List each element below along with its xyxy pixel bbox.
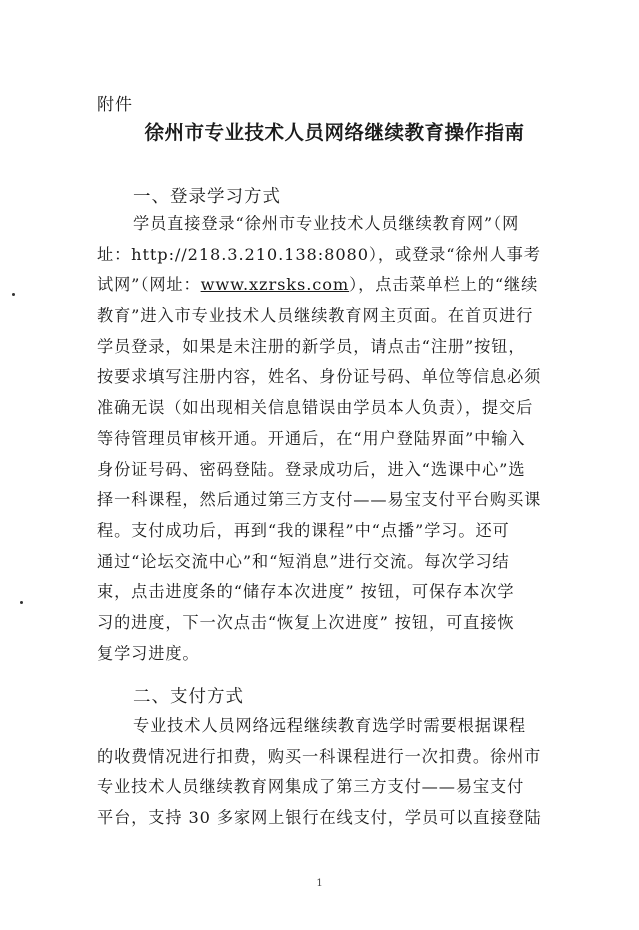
text-segment: ），点击菜单栏上的“继续 bbox=[349, 275, 539, 295]
section-body-payment bbox=[97, 711, 577, 834]
paragraph-line: 等待管理员审核开通。开通后，在“用户登陆界面”中输入 bbox=[97, 428, 526, 448]
paragraph-line: 习的进度，下一次点击“恢复上次进度” 按钮，可直接恢 bbox=[97, 612, 515, 632]
paragraph-line: 通过“论坛交流中心”和“短消息”进行交流。每次学习结 bbox=[97, 551, 510, 571]
section-heading-payment: 二、支付方式 bbox=[133, 687, 244, 707]
attachment-label: 附件 bbox=[97, 95, 133, 115]
section-heading-login: 一、登录学习方式 bbox=[133, 187, 281, 207]
paragraph-line bbox=[97, 270, 577, 301]
paragraph-line: 程。支付成功后，再到“我的课程”中“点播”学习。还可 bbox=[97, 520, 510, 540]
section-body-login bbox=[97, 209, 577, 669]
paragraph-line: 专业技术人员网络远程继续教育选学时需要根据课程 bbox=[133, 716, 527, 735]
text-segment: 试网”（网址： bbox=[97, 275, 201, 295]
paragraph-line: 按要求填写注册内容，姓名、身份证号码、单位等信息必须 bbox=[97, 367, 542, 387]
paragraph-line: 准确无误（如出现相关信息错误由学员本人负责），提交后 bbox=[97, 398, 534, 418]
paragraph-line: 择一科课程，然后通过第三方支付——易宝支付平台购买课 bbox=[97, 490, 542, 510]
paragraph-line: 的收费情况进行扣费，购买一科课程进行一次扣费。徐州市 bbox=[97, 746, 542, 766]
scan-speck bbox=[12, 293, 15, 296]
paragraph-line: 平台，支持 30 多家网上银行在线支付，学员可以直接登陆 bbox=[97, 808, 542, 828]
paragraph-line: 束，点击进度条的“储存本次进度” 按钮，可保存本次学 bbox=[97, 582, 515, 602]
paragraph-line: 学员登录，如果是未注册的新学员，请点击“注册”按钮， bbox=[97, 336, 526, 356]
page-number: 1 bbox=[316, 878, 323, 889]
scan-speck bbox=[20, 601, 23, 604]
document-title: 徐州市专业技术人员网络继续教育操作指南 bbox=[144, 121, 525, 144]
paragraph-line: 复学习进度。 bbox=[97, 643, 200, 663]
website-link[interactable]: www.xzrsks.com bbox=[200, 275, 350, 295]
paragraph-line: 教育”进入市专业技术人员继续教育网主页面。在首页进行 bbox=[97, 306, 534, 326]
paragraph-line: 学员直接登录“徐州市专业技术人员继续教育网”（网 bbox=[133, 214, 520, 233]
paragraph-line: 专业技术人员继续教育网集成了第三方支付——易宝支付 bbox=[97, 777, 525, 797]
paragraph-line: 身份证号码、密码登陆。登录成功后，进入“选课中心”选 bbox=[97, 459, 526, 479]
paragraph-line: 址：http://218.3.210.138:8080），或登录“徐州人事考 bbox=[97, 244, 541, 264]
